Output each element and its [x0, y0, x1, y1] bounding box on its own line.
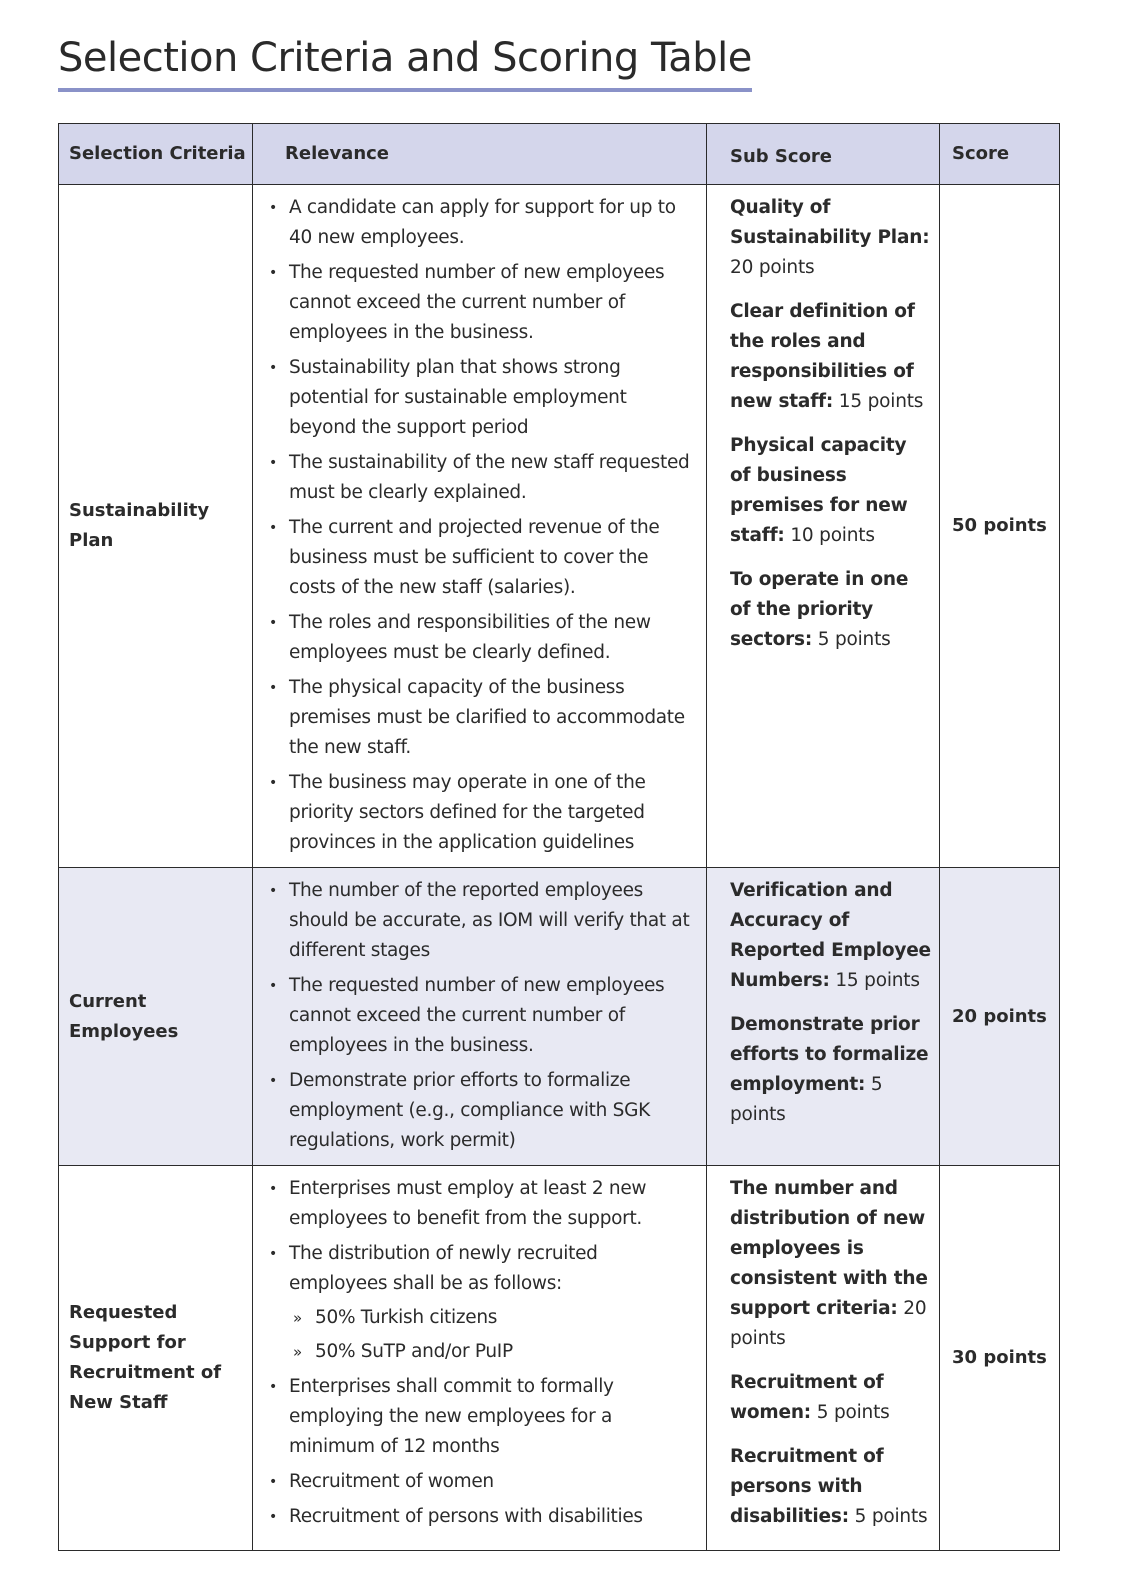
header-selection-criteria: Selection Criteria	[59, 124, 253, 185]
sub-score-item: To operate in one of the priority sectors: 5 points	[730, 569, 909, 650]
bullet-icon: •	[269, 200, 277, 216]
sub-score-item: Recruitment of women: 5 points	[730, 1372, 890, 1423]
list-item: • Enterprises must employ at least 2 new employees to benefit from the support.	[267, 1174, 698, 1234]
relevance-cell	[253, 1166, 707, 1551]
score-cell: 30 points	[940, 1166, 1060, 1551]
relevance-cell	[253, 868, 707, 1166]
bullet-icon: •	[269, 1509, 277, 1525]
criteria-cell: Requested Support for Recruitment of New Staff	[59, 1166, 253, 1551]
table-row-current-employees	[59, 868, 1060, 1166]
sub-score-item: Physical capacity of business premises for new staff: 10 points	[730, 435, 908, 546]
list-item: • The business may operate in one of the priority sectors defined for the targeted provinces in the application guidelines	[267, 768, 698, 858]
table-row-sustainability-plan	[59, 185, 1060, 868]
header-sub-score: Sub Score	[707, 124, 940, 185]
page-title: Selection Criteria and Scoring Table	[58, 30, 752, 92]
table-row-requested-support	[59, 1166, 1060, 1551]
bullet-icon: •	[269, 1073, 277, 1089]
bullet-icon: •	[269, 1474, 277, 1490]
bullet-icon: •	[269, 883, 277, 899]
sub-score-cell	[707, 1166, 940, 1551]
list-item: • The requested number of new employees cannot exceed the current number of employees in the business.	[267, 258, 698, 348]
bullet-icon: •	[269, 775, 277, 791]
list-item: • Sustainability plan that shows strong potential for sustainable employment beyond the support period	[267, 353, 698, 443]
list-item: • The distribution of newly recruited employees shall be as follows: » 50% Turkish citizens » 50% SuTP and/or PuIP	[267, 1239, 698, 1367]
list-item: • Demonstrate prior efforts to formalize employment (e.g., compliance with SGK regulations, work permit)	[267, 1066, 698, 1156]
list-item: • Recruitment of women	[267, 1467, 698, 1497]
bullet-icon: •	[269, 680, 277, 696]
sub-score-item: The number and distribution of new employees is consistent with the support criteria: 20 points	[730, 1178, 928, 1349]
double-chevron-icon: »	[293, 1343, 302, 1361]
list-item: • The number of the reported employees should be accurate, as IOM will verify that at different stages	[267, 876, 698, 966]
bullet-icon: •	[269, 1246, 277, 1262]
sub-score-item: Quality of Sustainability Plan: 20 points	[730, 197, 930, 278]
sub-score-item: Verification and Accuracy of Reported Employee Numbers: 15 points	[730, 880, 931, 991]
header-relevance: Relevance	[253, 124, 707, 185]
bullet-icon: •	[269, 615, 277, 631]
list-item: • The physical capacity of the business premises must be clarified to accommodate the new staff.	[267, 673, 698, 763]
criteria-cell: Current Employees	[59, 868, 253, 1166]
relevance-list	[267, 193, 698, 858]
score-cell: 20 points	[940, 868, 1060, 1166]
sub-score-item: Clear definition of the roles and responsibilities of new staff: 15 points	[730, 301, 924, 412]
sub-score-item: Recruitment of persons with disabilities: 5 points	[730, 1446, 928, 1527]
relevance-list	[267, 1174, 698, 1532]
sub-score-cell	[707, 868, 940, 1166]
bullet-icon: •	[269, 265, 277, 281]
bullet-icon: •	[269, 1181, 277, 1197]
relevance-cell	[253, 185, 707, 868]
bullet-icon: •	[269, 1379, 277, 1395]
list-item: • A candidate can apply for support for up to 40 new employees.	[267, 193, 698, 253]
relevance-list	[267, 876, 698, 1156]
sub-score-cell	[707, 185, 940, 868]
relevance-sublist	[289, 1303, 698, 1367]
bullet-icon: •	[269, 978, 277, 994]
list-item: • The requested number of new employees cannot exceed the current number of employees in the business.	[267, 971, 698, 1061]
selection-criteria-table	[58, 123, 1060, 1551]
sub-score-item: Demonstrate prior efforts to formalize employment: 5 points	[730, 1014, 929, 1125]
criteria-cell: Sustainability Plan	[59, 185, 253, 868]
double-chevron-icon: »	[293, 1309, 302, 1327]
header-score: Score	[940, 124, 1060, 185]
bullet-icon: •	[269, 455, 277, 471]
sub-list-item: » 50% SuTP and/or PuIP	[289, 1337, 698, 1367]
list-item: • The roles and responsibilities of the new employees must be clearly defined.	[267, 608, 698, 668]
score-cell: 50 points	[940, 185, 1060, 868]
sub-list-item: » 50% Turkish citizens	[289, 1303, 698, 1333]
list-item: • Enterprises shall commit to formally employing the new employees for a minimum of 12 months	[267, 1372, 698, 1462]
bullet-icon: •	[269, 520, 277, 536]
list-item: • Recruitment of persons with disabilities	[267, 1502, 698, 1532]
table-header-row	[59, 124, 1060, 185]
bullet-icon: •	[269, 360, 277, 376]
list-item: • The sustainability of the new staff requested must be clearly explained.	[267, 448, 698, 508]
list-item: • The current and projected revenue of the business must be sufficient to cover the costs of the new staff (salaries).	[267, 513, 698, 603]
